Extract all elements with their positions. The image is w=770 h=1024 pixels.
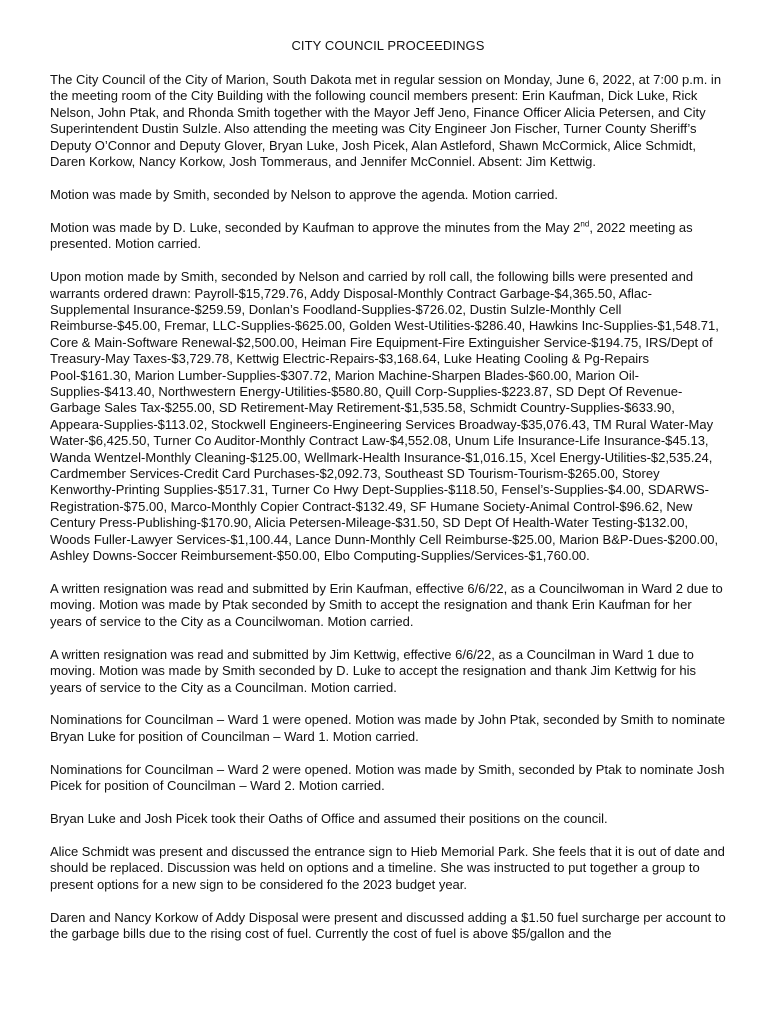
- paragraph-attendance: The City Council of the City of Marion, South Dakota met in regular session on Monday, June 6, 2022, at 7:00 p.m. in the meeting room of the City Building with the following council members present: Erin Kaufman, Dick Luke, Rick Nelson, John Ptak, and Rhonda Smith together with the Mayor Jeff Jeno, Finance Officer Alicia Petersen, and City Superintendent Dustin Sulzle. Also attending the meeting was City Engineer Jon Fischer, Turner County Sheriff’s Deputy O’Connor and Deputy Glover, Bryan Luke, Josh Picek, Alan Astleford, Shawn McCormick, Alice Schmidt, Daren Korkow, Nancy Korkow, Josh Tommeraus, and Jennifer McConniel. Absent: Jim Kettwig.: [50, 72, 722, 170]
- document-title: CITY COUNCIL PROCEEDINGS: [291, 38, 485, 53]
- minutes-motion-text: Motion was made by D. Luke, seconded by Kaufman to approve the minutes from the May 2: [50, 219, 581, 235]
- paragraph-park-sign: Alice Schmidt was present and discussed the entrance sign to Hieb Memorial Park. She feels that it is out of date and should be replaced. Discussion was held on options and a timeline. She was instructed to put together a group to present options for a new sign to be considered fo the 2023 budget year.: [50, 843, 725, 892]
- minutes-motion-ordinal: nd: [580, 219, 590, 229]
- paragraph-minutes-motion: [50, 220, 726, 253]
- paragraph-kaufman-resignation: A written resignation was read and submitted by Erin Kaufman, effective 6/6/22, as a Councilwoman in Ward 2 due to moving. Motion was made by Ptak seconded by Smith to accept the resignation and thank Erin Kaufman for her years of service to the City as a Councilwoman. Motion carried.: [50, 580, 723, 629]
- paragraph-ward1-nomination: Nominations for Councilman – Ward 1 were opened. Motion was made by John Ptak, seconded by Smith to nominate Bryan Luke for position of Councilman – Ward 1. Motion carried.: [50, 712, 726, 744]
- paragraph-kettwig-resignation: A written resignation was read and submitted by Jim Kettwig, effective 6/6/22, as a Councilman in Ward 1 due to moving. Motion was made by Smith seconded by D. Luke to accept the resignation and thank Jim Kettwig for his years of service to the City as a Councilman. Motion carried.: [50, 646, 697, 695]
- paragraph-fuel-surcharge: Daren and Nancy Korkow of Addy Disposal were present and discussed adding a $1.50 fuel surcharge per account to the garbage bills due to the rising cost of fuel. Currently the cost of fuel is above $5/gallon and the: [50, 909, 726, 942]
- minutes-motion-text-end: , 2022 meeting as presented. Motion carried.: [50, 219, 693, 252]
- paragraph-ward2-nomination: Nominations for Councilman – Ward 2 were opened. Motion was made by Smith, seconded by Ptak to nominate Josh Picek for position of Councilman – Ward 2. Motion carried.: [50, 761, 725, 794]
- paragraph-agenda-motion: Motion was made by Smith, seconded by Nelson to approve the agenda. Motion carried.: [50, 186, 559, 202]
- document-page: [50, 38, 726, 959]
- paragraph-bills: Upon motion made by Smith, seconded by Nelson and carried by roll call, the following bills were presented and warrants ordered drawn: Payroll-$15,729.76, Addy Disposal-Monthly Contract Garbage-$4,365.50, Aflac-Supplemental Insurance-$259.59, Donlan’s Foodland-Supplies-$726.02, Dustin Sulzle-Monthly Cell Reimburse-$45.00, Fremar, LLC-Supplies-$625.00, Golden West-Utilities-$286.40, Hawkins Inc-Supplies-$1,548.71, Core & Main-Software Renewal-$2,500.00, Heiman Fire Equipment-Fire Extinguisher Service-$194.75, IRS/Dept of Treasury-May Taxes-$3,729.78, Kettwig Electric-Repairs-$3,168.64, Luke Heating Cooling & Pg-Repairs Pool-$161.30, Marion Lumber-Supplies-$307.72, Marion Machine-Sharpen Blades-$60.00, Marion Oil-Supplies-$413.40, Northwestern Energy-Utilities-$580.80, Quill Corp-Supplies-$223.87, SD Dept Of Revenue-Garbage Sales Tax-$255.00, SD Retirement-May Retirement-$1,535.58, Schmidt Country-Supplies-$633.90, Appeara-Supplies-$113.02, Stockwell Engineers-Engineering Services Broadway-$35,076.43, TM Rural Water-May Water-$6,425.50, Turner Co Auditor-Monthly Contract Law-$4,552.08, Unum Life Insurance-Life Insurance-$45.13, Wanda Wentzel-Monthly Cleaning-$125.00, Wellmark-Health Insurance-$1,016.15, Xcel Energy-Utilities-$2,535.24, Cardmember Services-Credit Card Purchases-$2,092.73, Southeast SD Tourism-Tourism-$265.00, Storey Kenworthy-Printing Supplies-$517.31, Turner Co Hwy Dept-Supplies-$118.50, Fensel’s-Supplies-$4.00, SDARWS-Registration-$75.00, Marco-Monthly Copier Contract-$132.49, SF Humane Society-Animal Control-$96.62, New Century Press-Publishing-$170.90, Alicia Petersen-Mileage-$31.50, SD Dept Of Health-Water Testing-$132.00, Woods Fuller-Lawyer Services-$1,100.44, Lance Dunn-Monthly Cell Reimburse-$25.00, Marion B&P-Dues-$200.00, Ashley Downs-Soccer Reimbursement-$50.00, Elbo Computing-Supplies/Services-$1,760.00.: [50, 269, 719, 564]
- paragraph-oaths: Bryan Luke and Josh Picek took their Oaths of Office and assumed their positions on the council.: [50, 811, 608, 827]
